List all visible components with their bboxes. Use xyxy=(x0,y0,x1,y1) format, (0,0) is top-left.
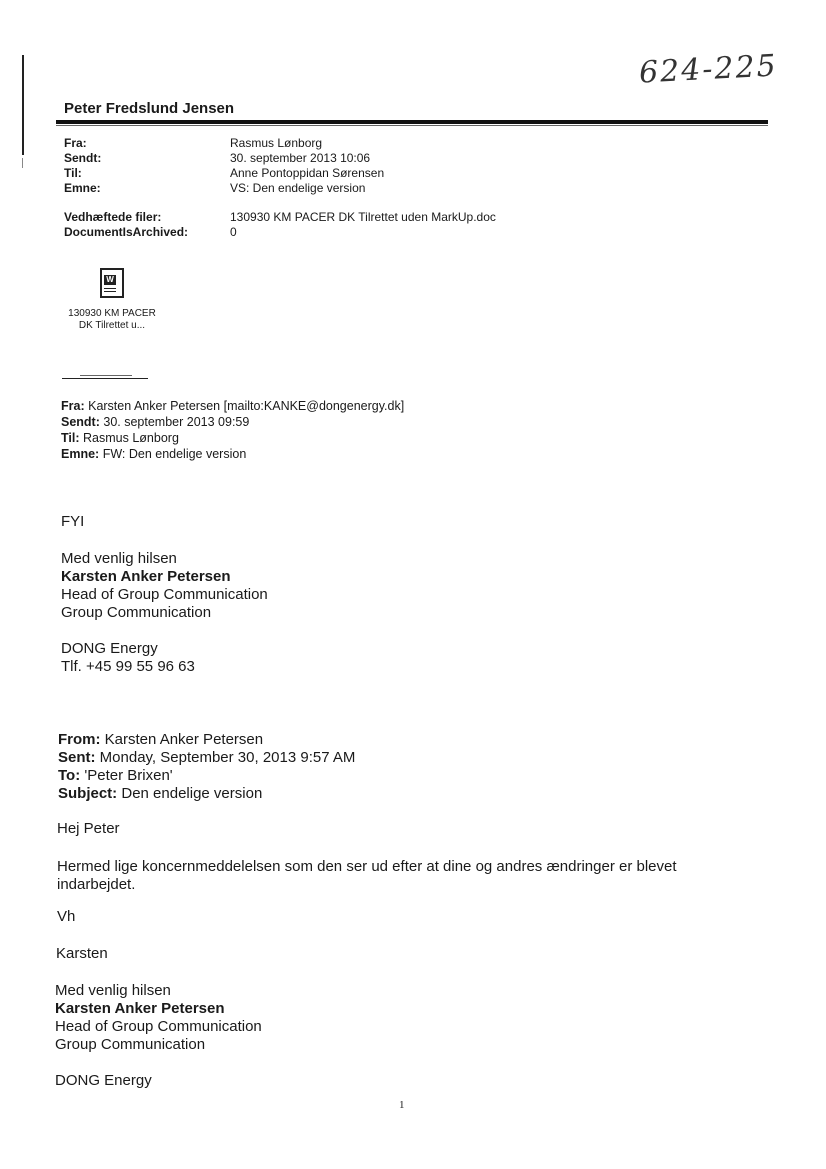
meta-archived-label: DocumentIsArchived: xyxy=(64,225,189,239)
meta-from-label: Fra: xyxy=(64,136,87,150)
fwd-to-value: Rasmus Lønborg xyxy=(83,431,179,445)
orig-greeting: Med venlig hilsen xyxy=(55,982,171,999)
fwd-from-label: Fra: xyxy=(61,399,85,413)
orig-sender-title: Head of Group Communication xyxy=(55,1018,262,1035)
fwd-to-label: Til: xyxy=(61,431,80,445)
orig-subject-value: Den endelige version xyxy=(121,785,263,802)
meta-subject-value: VS: Den endelige version xyxy=(230,181,366,195)
scan-edge-mark xyxy=(22,55,24,155)
sheet-title: Peter Fredslund Jensen xyxy=(64,100,235,117)
fyi-company: DONG Energy xyxy=(61,640,158,657)
fyi-sender-title: Head of Group Communication xyxy=(61,586,268,603)
page-number: 1 xyxy=(399,1099,405,1111)
meta-attachments-value: 130930 KM PACER DK Tilrettet uden MarkUp.doc xyxy=(230,210,496,224)
word-document-icon: W xyxy=(98,268,126,300)
meta-subject-row xyxy=(64,181,496,196)
orig-to-label: To: xyxy=(58,767,81,784)
fyi-sender-department: Group Communication xyxy=(61,604,212,621)
separator-rule xyxy=(62,378,148,379)
orig-body-line1: Hermed lige koncernmeddelelsen som den ser ud efter at dine og andres ændringer er blevet xyxy=(57,858,677,875)
orig-salutation: Hej Peter xyxy=(57,820,120,837)
meta-to-value: Anne Pontoppidan Sørensen xyxy=(230,166,385,180)
separator-rule-top xyxy=(80,375,132,376)
attachment-caption-line2: DK Tilrettet u... xyxy=(78,320,146,331)
fyi-greeting: Med venlig hilsen xyxy=(61,550,177,567)
fyi-phone: Tlf. +45 99 55 96 63 xyxy=(61,658,195,675)
meta-to-label: Til: xyxy=(64,166,82,180)
fwd-subject-value: FW: Den endelige version xyxy=(102,447,247,461)
fyi-text: FYI xyxy=(61,513,85,530)
orig-from-value: Karsten Anker Petersen xyxy=(104,731,264,748)
fwd-from-value: Karsten Anker Petersen [mailto:KANKE@dongenergy.dk] xyxy=(88,399,405,413)
meta-from-row xyxy=(64,136,496,151)
fwd-sent-value: 30. september 2013 09:59 xyxy=(103,415,250,429)
fyi-contact xyxy=(61,640,195,676)
orig-sent-label: Sent: xyxy=(58,749,96,766)
orig-sender-first: Karsten xyxy=(56,945,108,962)
meta-sent-value: 30. september 2013 10:06 xyxy=(230,151,371,165)
handwritten-note: 624-225 xyxy=(638,48,779,91)
orig-sender-name: Karsten Anker Petersen xyxy=(55,1000,225,1017)
attachment-item[interactable] xyxy=(62,268,162,332)
orig-from-label: From: xyxy=(58,731,101,748)
orig-signature xyxy=(55,982,262,1054)
fyi-sender-name: Karsten Anker Petersen xyxy=(61,568,231,585)
orig-company: DONG Energy xyxy=(55,1072,152,1089)
meta-attachments-label: Vedhæftede filer: xyxy=(64,210,162,224)
meta-sent-label: Sendt: xyxy=(64,151,102,165)
orig-sender-department: Group Communication xyxy=(55,1036,206,1053)
fwd-subject-label: Emne: xyxy=(61,447,100,461)
fyi-signature xyxy=(61,550,268,622)
email-metadata xyxy=(64,136,496,240)
orig-closing: Vh xyxy=(57,908,76,925)
attachment-caption-line1: 130930 KM PACER xyxy=(68,308,156,319)
original-header xyxy=(58,731,355,803)
meta-from-value: Rasmus Lønborg xyxy=(230,136,323,150)
meta-archived-row xyxy=(64,225,496,240)
orig-to-value: 'Peter Brixen' xyxy=(84,767,173,784)
title-rule-thin xyxy=(56,125,768,126)
meta-archived-value: 0 xyxy=(230,225,237,239)
meta-to-row xyxy=(64,166,496,181)
title-rule xyxy=(56,120,768,124)
orig-body xyxy=(57,858,677,894)
scan-edge-mark-2 xyxy=(22,158,23,168)
meta-sent-row xyxy=(64,151,496,166)
meta-attachments-row xyxy=(64,210,496,225)
meta-subject-label: Emne: xyxy=(64,181,101,195)
orig-body-line2: indarbejdet. xyxy=(57,876,136,893)
forward-header xyxy=(61,398,404,462)
fwd-sent-label: Sendt: xyxy=(61,415,100,429)
orig-sent-value: Monday, September 30, 2013 9:57 AM xyxy=(99,749,356,766)
orig-subject-label: Subject: xyxy=(58,785,118,802)
